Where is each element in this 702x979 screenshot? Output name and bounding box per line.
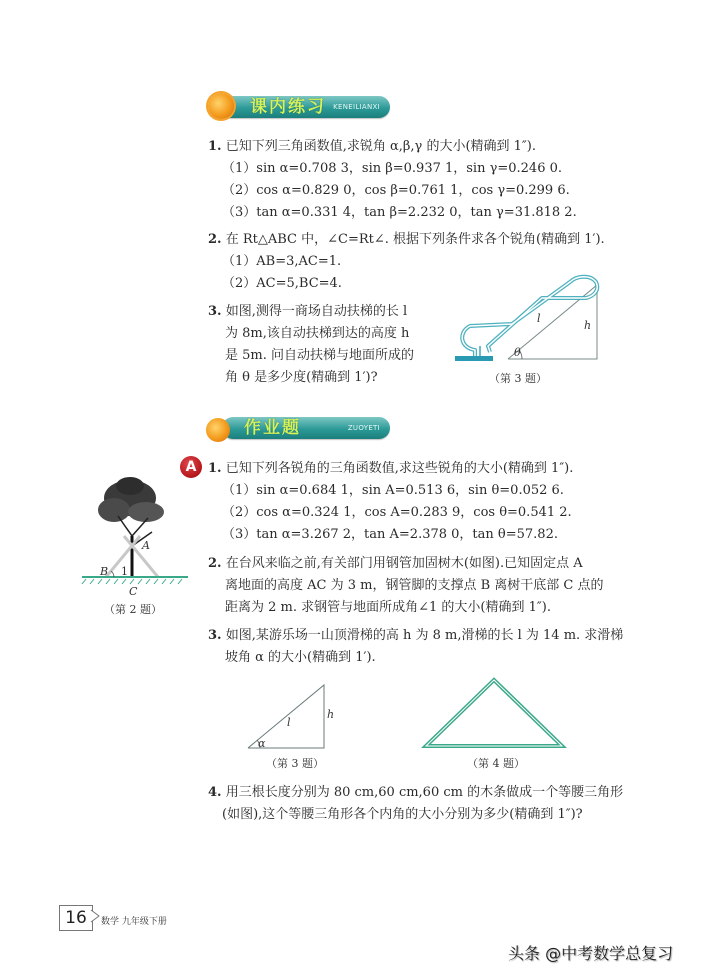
- question-text-line: 是 5m. 问自动扶梯与地面所成的: [225, 348, 414, 363]
- label-angle-1: 1: [121, 565, 128, 578]
- label-B: B: [100, 565, 109, 578]
- homework-question-1: [208, 460, 573, 478]
- label-alpha: α: [258, 737, 266, 750]
- question-text-line: 如图,测得一商场自动扶梯的长 l: [225, 304, 408, 319]
- tree-figure: [82, 476, 192, 596]
- section-subtitle: KENEILIANXI: [333, 103, 380, 111]
- question-text: 在 Rt△ABC 中，∠C=Rt∠. 根据下列条件求各个锐角(精确到 1′).: [225, 232, 605, 247]
- homework-question-4: [208, 784, 623, 802]
- sub-item: （3）tan α=0.331 4，tan β=2.232 0，tan γ=31.818 2.: [222, 205, 577, 220]
- question-number: 2.: [208, 556, 222, 571]
- figure-caption: （第 2 题）: [104, 603, 162, 616]
- sub-item: （1）sin α=0.684 1，sin A=0.513 6，sin θ=0.052 6.: [222, 483, 564, 498]
- label-h: h: [327, 708, 335, 721]
- page-number: 16: [59, 905, 93, 931]
- question-number: 1.: [208, 139, 222, 154]
- practice-question-3: [208, 303, 407, 321]
- sub-item: （1）sin α=0.708 3，sin β=0.937 1，sin γ=0.246 0.: [222, 161, 563, 176]
- question-text-line: 距离为 2 m. 求钢管与地面所成角∠1 的大小(精确到 1″).: [225, 600, 551, 615]
- label-theta: θ: [514, 346, 521, 359]
- practice-question-2: [208, 231, 605, 249]
- question-number: 3.: [208, 304, 222, 319]
- escalator-figure: [450, 260, 620, 370]
- label-l: l: [537, 312, 541, 325]
- orange-fruit-icon: [206, 418, 230, 442]
- question-text-line: 用三根长度分别为 80 cm,60 cm,60 cm 的木条做成一个等腰三角形: [225, 785, 624, 800]
- sub-item: （2）cos α=0.324 1，cos A=0.283 9，cos θ=0.541 2.: [222, 505, 572, 520]
- section-banner-practice: [220, 96, 390, 118]
- figure-caption: （第 3 题）: [266, 757, 324, 770]
- figure-caption: （第 4 题）: [467, 757, 525, 770]
- question-text-line: 为 8m,该自动扶梯到达的高度 h: [225, 326, 410, 341]
- homework-question-2: [208, 555, 583, 573]
- question-text-line: 坡角 α 的大小(精确到 1′).: [225, 650, 376, 665]
- question-text: 已知下列各锐角的三角函数值,求这些锐角的大小(精确到 1″).: [225, 461, 574, 476]
- label-A: A: [142, 539, 150, 552]
- sub-item: （1）AB=3,AC=1.: [222, 254, 342, 269]
- question-text: 已知下列三角函数值,求锐角 α,β,γ 的大小(精确到 1″).: [225, 139, 536, 154]
- sun-icon: [208, 93, 234, 119]
- question-text-line: 角 θ 是多少度(精确到 1′)?: [225, 370, 378, 385]
- watermark: 头条 @中考数学总复习: [508, 944, 674, 963]
- question-text-line: 在台风来临之前,有关部门用钢管加固树木(如图).已知固定点 A: [225, 556, 583, 571]
- question-number: 1.: [208, 461, 222, 476]
- label-l: l: [287, 716, 291, 729]
- question-number: 3.: [208, 628, 222, 643]
- section-title: 作业题: [244, 418, 301, 438]
- sub-item: （2）AC=5,BC=4.: [222, 276, 342, 291]
- level-a-badge: A: [180, 456, 202, 478]
- question-text-line: (如图),这个等腰三角形各个内角的大小分别为多少(精确到 1″)?: [222, 807, 583, 822]
- label-h: h: [584, 319, 592, 332]
- practice-question-1: [208, 138, 536, 156]
- question-number: 4.: [208, 785, 222, 800]
- homework-question-3: [208, 627, 623, 645]
- section-title: 课内练习: [250, 97, 326, 117]
- sub-item: （3）tan α=3.267 2，tan A=2.378 0，tan θ=57.82.: [222, 527, 558, 542]
- label-C: C: [129, 585, 138, 598]
- question-number: 2.: [208, 232, 222, 247]
- figure-caption: （第 3 题）: [489, 372, 547, 385]
- section-banner-homework: [222, 417, 390, 439]
- sub-item: （2）cos α=0.829 0，cos β=0.761 1，cos γ=0.299 6.: [222, 183, 570, 198]
- isosceles-triangle-figure: [423, 676, 568, 751]
- section-subtitle: ZUOYETI: [347, 424, 380, 432]
- question-text-line: 离地面的高度 AC 为 3 m，钢管脚的支撑点 B 离树干底部 C 点的: [225, 578, 604, 593]
- book-label: 数学 九年级下册: [101, 917, 167, 927]
- question-text-line: 如图,某游乐场一山顶滑梯的高 h 为 8 m,滑梯的长 l 为 14 m. 求滑梯: [225, 628, 624, 643]
